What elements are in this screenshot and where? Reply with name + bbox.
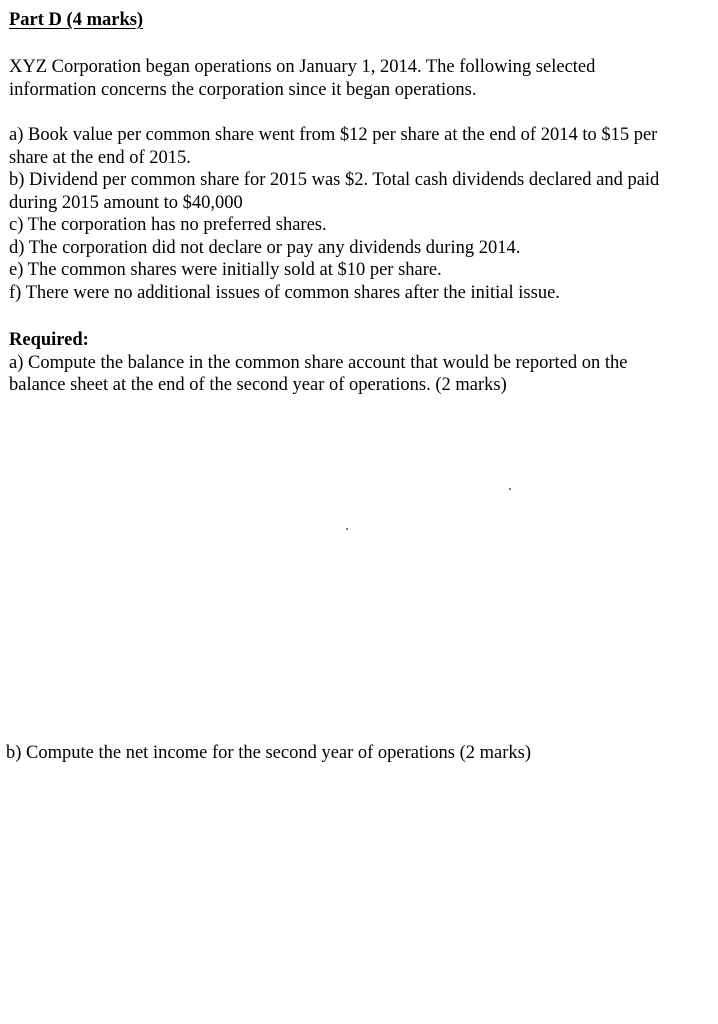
- question-a-line: a) Compute the balance in the common share account that would be reported on the: [9, 352, 628, 373]
- info-item-b-line: during 2015 amount to $40,000: [9, 192, 243, 213]
- part-heading: Part D (4 marks): [9, 10, 144, 30]
- intro-line: XYZ Corporation began operations on January 1, 2014. The following selected: [9, 57, 596, 77]
- info-item-e: e) The common shares were initially sold at $10 per share.: [9, 260, 442, 280]
- info-item-f: f) There were no additional issues of common shares after the initial issue.: [9, 282, 560, 303]
- scan-speck: [346, 528, 348, 530]
- info-item-a-line: a) Book value per common share went from $12 per share at the end of 2014 to $15 per: [9, 125, 658, 145]
- info-item-b-line: b) Dividend per common share for 2015 was $2. Total cash dividends declared and paid: [9, 170, 660, 190]
- info-item-c: c) The corporation has no preferred shares.: [9, 215, 327, 235]
- required-section: [9, 329, 709, 397]
- info-item-a-line: share at the end of 2015.: [9, 147, 191, 168]
- intro-line: information concerns the corporation since it began operations.: [9, 79, 477, 100]
- information-list: [9, 124, 709, 304]
- question-b: [6, 742, 706, 765]
- info-item-d: d) The corporation did not declare or pay any dividends during 2014.: [9, 237, 521, 258]
- question-a-line: balance sheet at the end of the second year of operations. (2 marks): [9, 375, 507, 395]
- scan-speck: [509, 488, 511, 490]
- required-label: Required:: [9, 330, 89, 350]
- intro-paragraph: [9, 56, 709, 101]
- question-b-line: b) Compute the net income for the second year of operations (2 marks): [6, 743, 532, 763]
